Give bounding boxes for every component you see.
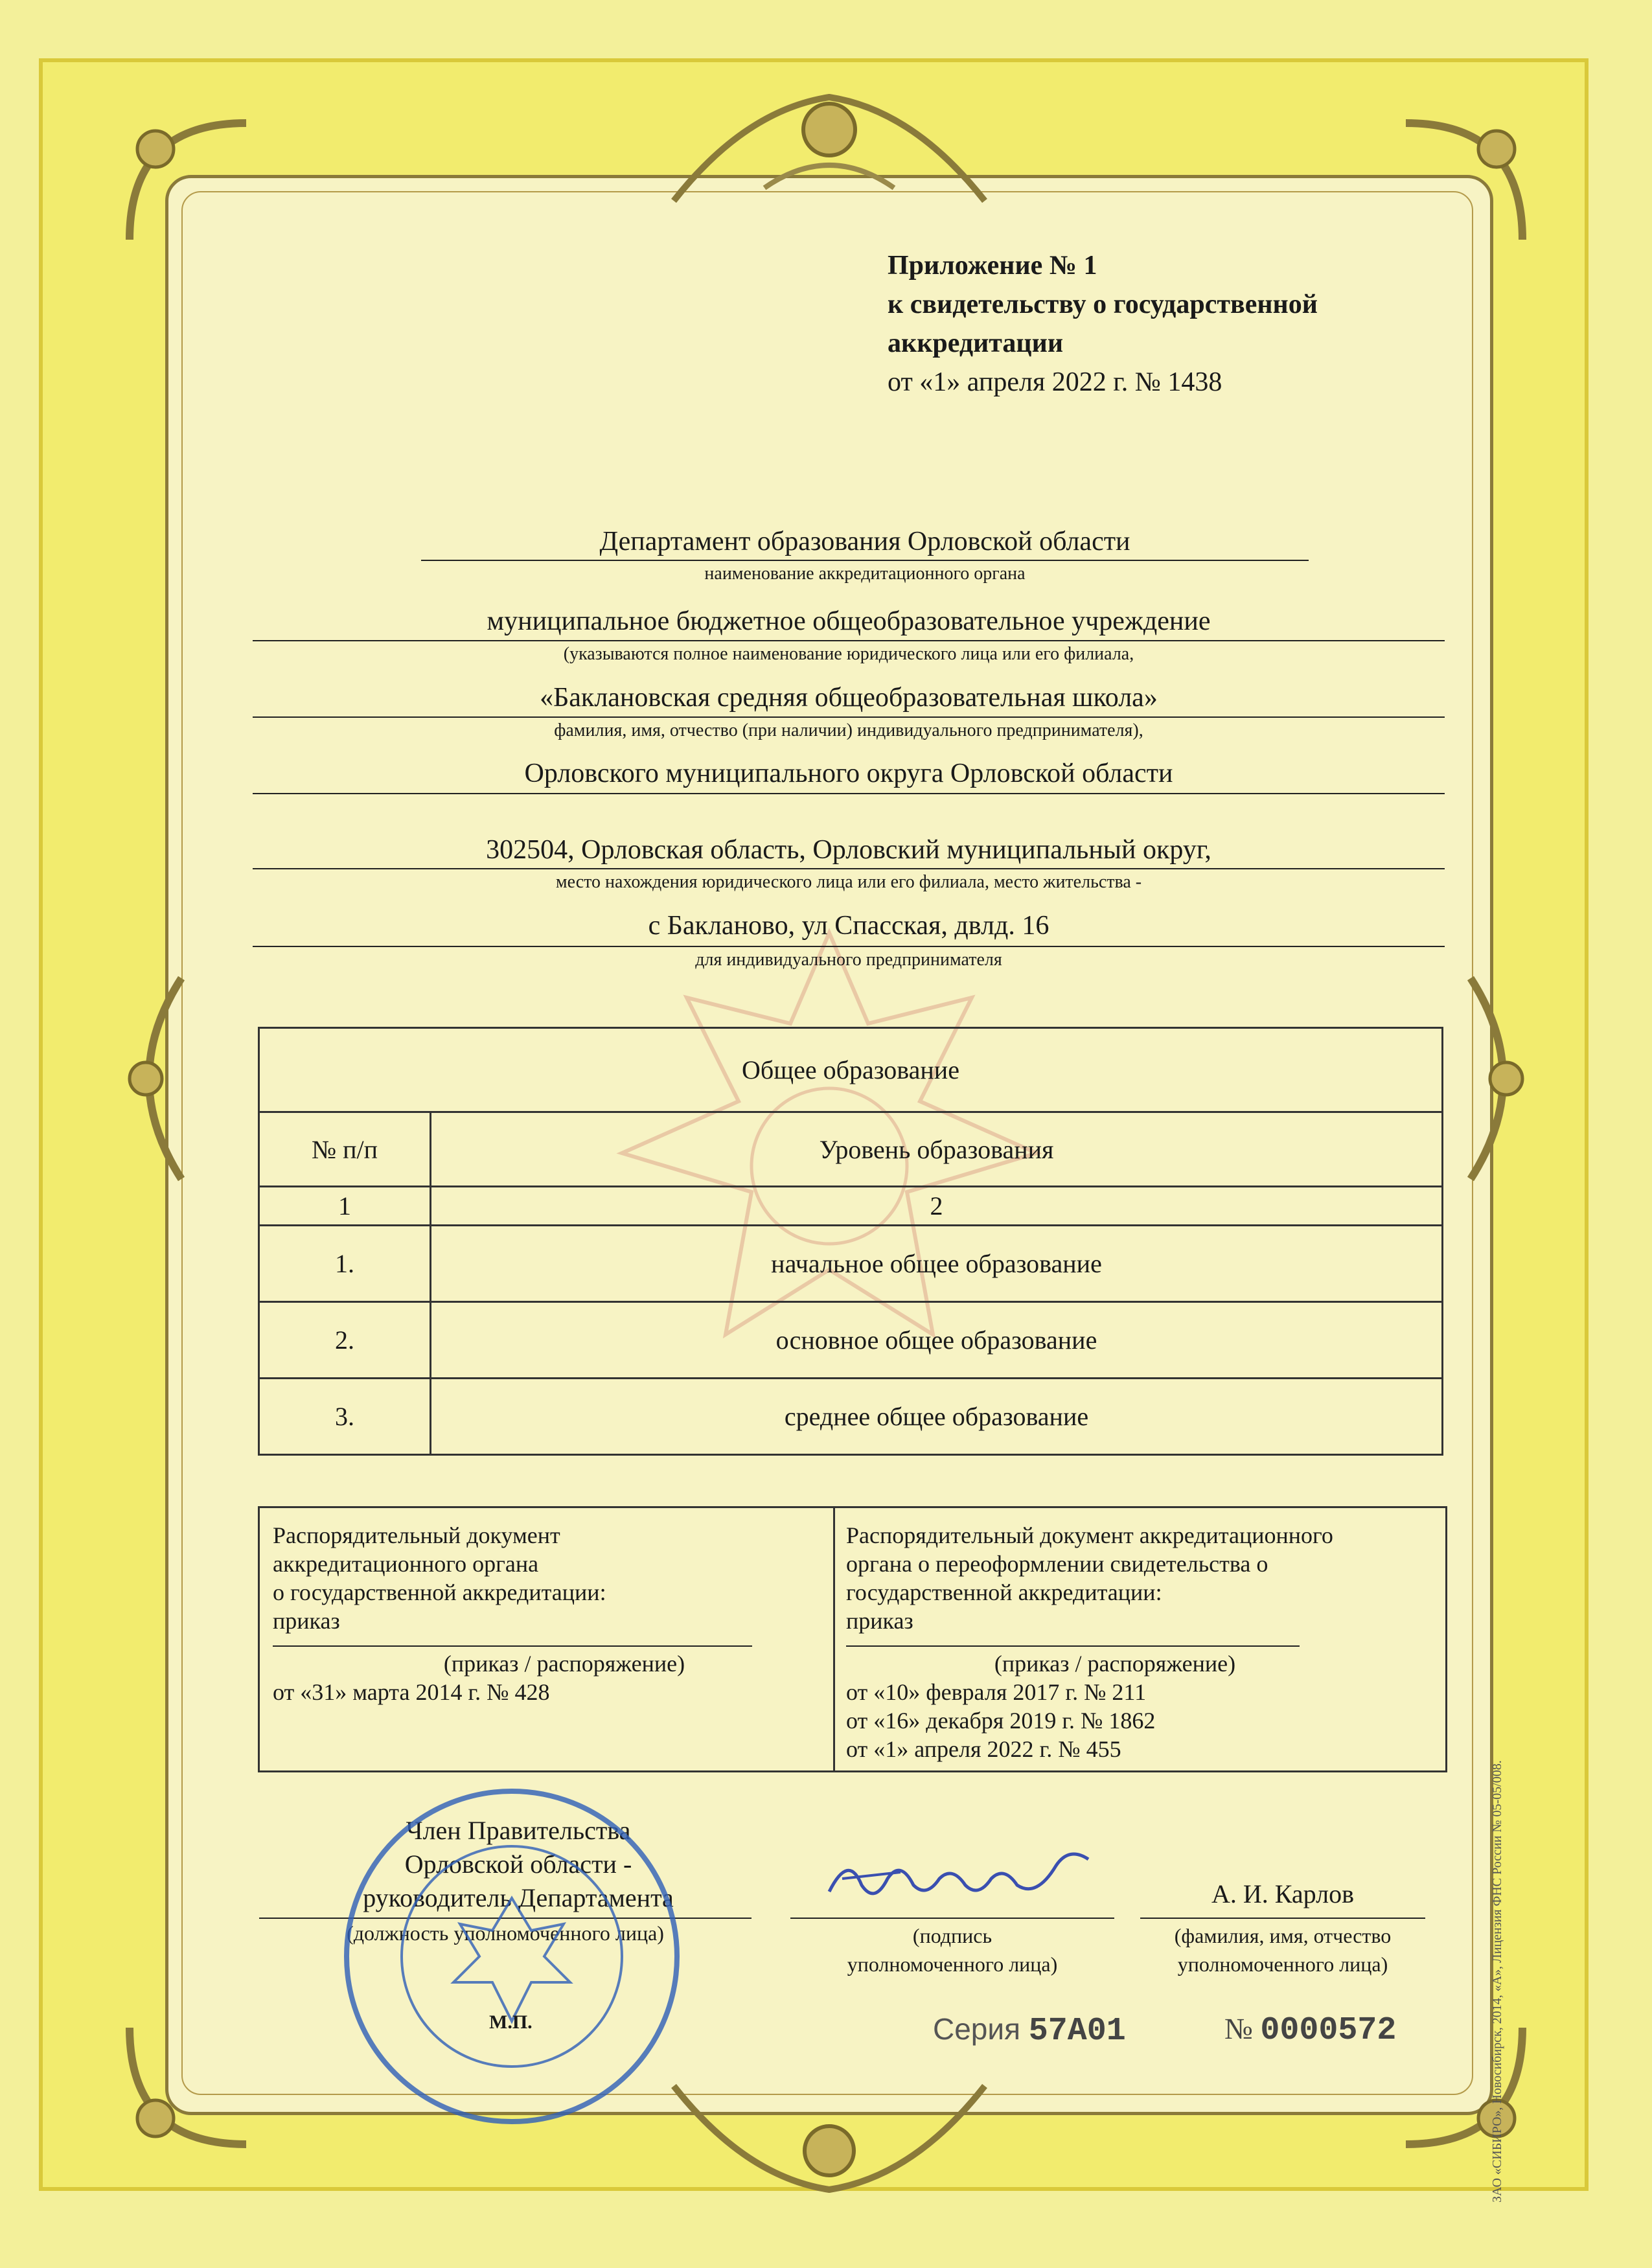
row-number: 1. [259,1226,431,1302]
signer-name: А. И. Карлов [1211,1879,1354,1908]
signer-position-3: руководитель Департамента [363,1883,674,1912]
row-level: среднее общее образование [431,1379,1443,1455]
right-document [846,1521,1442,1635]
table-row [259,1302,1443,1379]
right-doc-line-3: государственной аккредитации: [846,1579,1162,1605]
appendix-subtitle-2: аккредитации [888,328,1064,358]
bottom-ornament-icon [667,2073,991,2203]
number-value: 0000572 [1260,2012,1397,2049]
series-label: Серия [933,2012,1020,2046]
left-doc-caption: (приказ / распоряжение) [443,1651,685,1677]
signature-caption [790,1921,1114,1978]
appendix-title: Приложение № 1 [888,251,1097,281]
official-seal-icon [337,1781,687,2131]
entity-caption-1: (указываются полное наименование юридического лица или его филиала, [563,644,1134,664]
col-number-header: № п/п [259,1112,431,1187]
right-doc-date-3: от «1» апреля 2022 г. № 455 [846,1736,1121,1762]
name-underline [1140,1918,1425,1919]
documents-divider [833,1508,835,1770]
col-number-index: 1 [259,1187,431,1226]
address-underline-2 [253,946,1445,947]
entity-line-1: муниципальное бюджетное общеобразовательное учреждение [487,606,1211,636]
address-underline-1 [253,868,1445,869]
left-doc-date: от «31» марта 2014 г. № 428 [273,1679,550,1705]
left-doc-type: приказ [273,1608,340,1634]
documents-box [258,1506,1447,1772]
right-doc-caption: (приказ / распоряжение) [994,1651,1236,1677]
table-index-row [259,1187,1443,1226]
right-doc-dates [846,1678,1442,1763]
side-ornament-right-icon [1451,972,1542,1186]
row-level: начальное общее образование [431,1226,1443,1302]
address-line-2: с Бакланово, ул Спасская, двлд. 16 [648,911,1050,941]
address-line-1: 302504, Орловская область, Орловский муниципальный округ, [486,835,1211,865]
entity-underline-3 [253,793,1445,794]
signature-underline [790,1918,1114,1919]
appendix-header [888,246,1318,402]
entity-line-3: Орловского муниципального округа Орловской области [524,759,1173,788]
entity-underline-2 [253,716,1445,718]
position-caption: (должность уполномоченного лица) [347,1921,664,1945]
organ-underline [421,560,1309,561]
col-level-index: 2 [431,1187,1443,1226]
left-doc-line-1: Распорядительный документ [273,1522,560,1548]
entity-underline-1 [253,640,1445,641]
printer-imprint: ЗАО «СИБИРО», Новосибирск, 2014, «А», Лицензия ФНС России № 05-05/008. [1490,1760,1504,2203]
left-doc-underline [273,1645,752,1647]
left-document [273,1521,817,1635]
signer-position-2: Орловской области - [404,1850,632,1879]
right-doc-line-2: органа о переоформлении свидетельства о [846,1551,1268,1577]
right-doc-date-2: от «16» декабря 2019 г. № 1862 [846,1708,1156,1734]
table-row [259,1226,1443,1302]
col-level-header: Уровень образования [431,1112,1443,1187]
row-level: основное общее образование [431,1302,1443,1379]
education-table [258,1027,1443,1456]
table-header-row [259,1112,1443,1187]
corner-ornament-tr-icon [1393,110,1535,253]
appendix-subtitle-1: к свидетельству о государственной [888,290,1318,319]
name-caption-1: (фамилия, имя, отчество [1174,1924,1392,1947]
right-doc-type: приказ [846,1608,913,1634]
appendix-date: от «1» апреля 2022 г. № 1438 [888,367,1222,397]
organ-caption: наименование аккредитационного органа [704,564,1026,584]
name-caption [1140,1921,1425,1978]
number-label: № [1224,2012,1253,2045]
corner-ornament-tl-icon [117,110,259,253]
series-value: 57А01 [1028,2013,1126,2050]
right-doc-date-1: от «10» февраля 2017 г. № 211 [846,1679,1147,1705]
table-title-row [259,1028,1443,1112]
right-doc-underline [846,1645,1300,1647]
signature-caption-1: (подпись [912,1924,992,1947]
signature-caption-2: уполномоченного лица) [847,1953,1058,1976]
right-doc-line-1: Распорядительный документ аккредитационного [846,1522,1333,1548]
corner-ornament-br-icon [1393,2015,1535,2157]
handwritten-signature-icon [823,1840,1095,1911]
corner-ornament-bl-icon [117,2015,259,2157]
stamp-mark: М.П. [489,2011,533,2033]
series-block [933,2011,1126,2050]
address-caption-2: для индивидуального предпринимателя [695,950,1002,970]
row-number: 3. [259,1379,431,1455]
left-doc-line-3: о государственной аккредитации: [273,1579,606,1605]
address-caption-1: место нахождения юридического лица или его филиала, место жительства - [555,872,1142,892]
entity-caption-2: фамилия, имя, отчество (при наличии) индивидуального предпринимателя), [554,720,1143,740]
table-title: Общее образование [259,1028,1443,1112]
top-ornament-icon [667,71,991,214]
organ-name: Департамент образования Орловской области [599,527,1130,556]
number-block [1224,2011,1396,2049]
entity-line-2: «Баклановская средняя общеобразовательная школа» [540,683,1158,713]
side-ornament-left-icon [110,972,201,1186]
signer-position-1: Член Правительства [406,1816,631,1845]
left-doc-line-2: аккредитационного органа [273,1551,539,1577]
row-number: 2. [259,1302,431,1379]
name-caption-2: уполномоченного лица) [1177,1953,1388,1976]
table-row [259,1379,1443,1455]
